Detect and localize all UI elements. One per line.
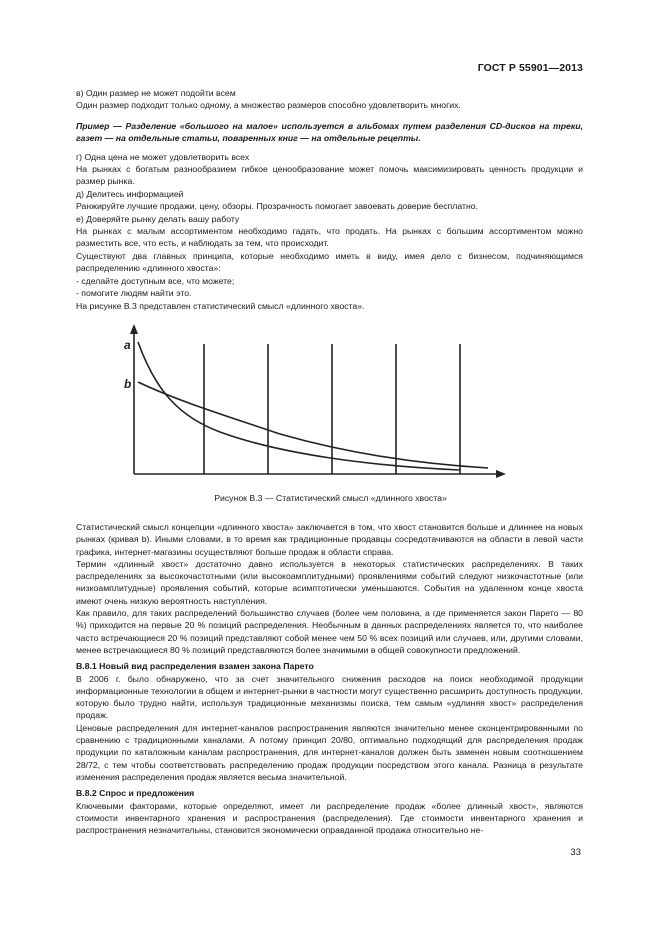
paragraph: Статистический смысл концепции «длинного хвоста» заключается в том, что хвост становится больше и длиннее на новых рынках (кривая b). Иными словами, в то время как традиционные продавцы сосредотачиваются на области в левой части графика, интернет-магазины осуществляют больше продаж в области справа. xyxy=(76,522,583,557)
paragraph: В 2006 г. было обнаружено, что за счет значительного снижения расходов на поиск необходимой продукции информационные технологии в общем и интернет-рынки в частности могут существенно расширить доступность продукции, которую было трудно найти, используя традиционные механизмы поиска, тем самым «удлиняя хвост» распределения продаж. xyxy=(76,673,583,721)
long-tail-figure xyxy=(120,322,510,482)
paragraph: На рынках с богатым разнообразием гибкое ценообразование может помочь максимизировать ценность продукции и размер рынка. xyxy=(76,164,583,187)
bullet-item: - сделайте доступным все, что можете; xyxy=(76,275,235,286)
list-item-heading: е) Доверяйте рынку делать вашу работу xyxy=(76,213,240,224)
list-item-heading: в) Один размер не может подойти всем xyxy=(76,88,236,98)
lower-text-block xyxy=(76,521,583,836)
paragraph: Ранжируйте лучшие продажи, цену, обзоры. Прозрачность помогает завоевать доверие бесплатно. xyxy=(76,201,478,212)
paragraph: Термин «длинный хвост» достаточно давно используется в некоторых статистических распределениях. В таких распределениях за высокочастотными (или высокоамплитудными) проявлениями событий следуют низкочастотные (или низкоамплитудные) проявления событий, которые асимптотически уменьшаются. События на удаленном конце хвоста имеют очень низкую вероятность наступления. xyxy=(76,558,583,606)
paragraph: На рисунке В.3 представлен статистический смысл «длинного хвоста». xyxy=(76,300,365,311)
y-axis-arrow xyxy=(130,324,138,334)
paragraph: Один размер подходит только одному, а множество размеров способно удовлетворить многих. xyxy=(76,100,461,111)
paragraph: Существуют два главных принципа, которые необходимо иметь в виду, имея дело с бизнесом, подчиняющимся распределению «длинного хвоста»: xyxy=(76,250,583,274)
example-note: Пример — Разделение «большого на малое» используется в альбомах путем разделения CD-дисков на треки, газет — на отдельные статьи, поваренных книг — на отдельные рецепты. xyxy=(76,120,583,144)
standard-number: ГОСТ Р 55901—2013 xyxy=(477,62,583,74)
section-heading: В.8.1 Новый вид распределения взамен закона Парето xyxy=(76,661,314,672)
paragraph: Ключевыми факторами, которые определяют, имеет ли распределение продаж «более длинный хвост», являются стоимости инвентарного хранения и распространения (распределения). Где стоимости инвентарного хранения и распространения незначительны, становится экономически оправданной продажа относительно не- xyxy=(76,800,583,836)
upper-text-block xyxy=(76,87,583,312)
section-heading: В.8.2 Спрос и предложения xyxy=(76,788,195,799)
curve-a-label: a xyxy=(124,338,131,352)
x-axis-arrow xyxy=(496,470,506,478)
bullet-item: - помогите людям найти это. xyxy=(76,288,192,299)
curve-a xyxy=(138,342,460,470)
list-item-heading: д) Делитесь информацией xyxy=(76,188,184,199)
curve-b-label: b xyxy=(124,377,132,391)
list-item-heading: г) Одна цена не может удовлетворить всех xyxy=(76,151,250,162)
page-number: 33 xyxy=(570,847,581,858)
figure-caption: Рисунок В.3 — Статистический смысл «длинного хвоста» xyxy=(214,493,447,503)
paragraph: Ценовые распределения для интернет-каналов распространения являются значительно менее сконцентрированными по сравнению с традиционными каналами. А потому принцип 20/80, оптимально подходящий для распределения продаж продукции по каталожным каналам распространения, для интернет-каналов должен быть заменен новым соотношением 28/72, с тем чтобы соответствовать распределению продаж продукции посредством этого канала. Разница в результате изменения распределения продаж является весьма значительной. xyxy=(76,722,583,782)
paragraph: Как правило, для таких распределений большинство случаев (более чем половина, а где применяется закон Парето — 80 %) приходится на первые 20 % позиций распределения. Необычным в данных распределениях является то, что наиболее часто встречающиеся 20 % позиций представляют собой менее чем 50 % всех позиций или случаев, или, другими словами, менее встречающиеся 80 % позиций представляются более значимыми в общей совокупности предложений. xyxy=(76,608,583,655)
paragraph: На рынках с малым ассортиментом необходимо гадать, что продать. На рынках с большим ассортиментом можно разместить все, что есть, и наблюдать за тем, что происходит. xyxy=(76,226,583,249)
